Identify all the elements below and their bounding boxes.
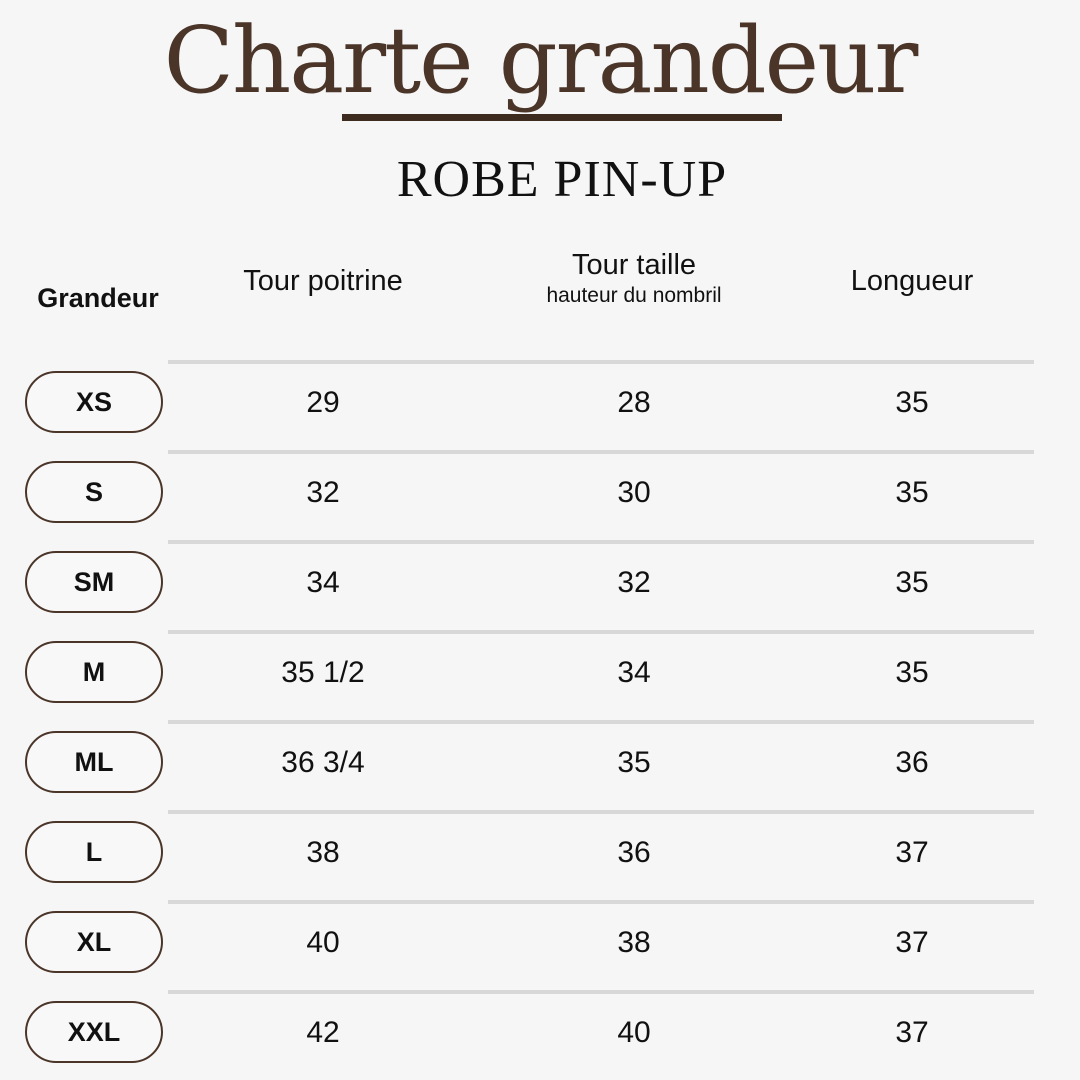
column-header-length: Longueur [850,265,974,297]
column-header-size: Grandeur [37,283,159,313]
row-divider [168,810,1034,814]
waist-value: 36 [617,836,651,869]
waist-value: 40 [617,1016,651,1049]
waist-value: 35 [617,746,651,779]
length-value: 35 [895,566,929,599]
waist-value: 28 [617,386,651,419]
column-header-waist-label: Tour taille [571,249,697,281]
length-value: 36 [895,746,929,779]
size-badge: XS [25,371,163,433]
size-badge: XL [25,911,163,973]
size-badge: S [25,461,163,523]
size-badge: XXL [25,1001,163,1063]
bust-value: 29 [306,386,340,419]
waist-value: 38 [617,926,651,959]
waist-value: 30 [617,476,651,509]
size-badge: SM [25,551,163,613]
waist-value: 34 [617,656,651,689]
row-divider [168,450,1034,454]
title-underline [342,114,782,121]
bust-value: 38 [306,836,340,869]
length-value: 37 [895,836,929,869]
row-divider [168,720,1034,724]
row-divider [168,360,1034,364]
bust-value: 36 3/4 [281,746,365,779]
length-value: 35 [895,386,929,419]
length-value: 35 [895,476,929,509]
bust-value: 40 [306,926,340,959]
size-badge: ML [25,731,163,793]
size-badge: L [25,821,163,883]
page-title: Charte grandeur [163,7,917,114]
waist-value: 32 [617,566,651,599]
length-value: 37 [895,926,929,959]
bust-value: 34 [306,566,340,599]
bust-value: 42 [306,1016,340,1049]
row-divider [168,900,1034,904]
length-value: 35 [895,656,929,689]
row-divider [168,540,1034,544]
column-header-bust: Tour poitrine [243,265,403,297]
length-value: 37 [895,1016,929,1049]
page-subtitle: ROBE PIN-UP [396,151,728,208]
row-divider [168,630,1034,634]
row-divider [168,990,1034,994]
bust-value: 32 [306,476,340,509]
bust-value: 35 1/2 [281,656,365,689]
column-header-waist-sub: hauteur du nombril [546,284,722,307]
size-badge: M [25,641,163,703]
column-header-waist [500,248,768,310]
